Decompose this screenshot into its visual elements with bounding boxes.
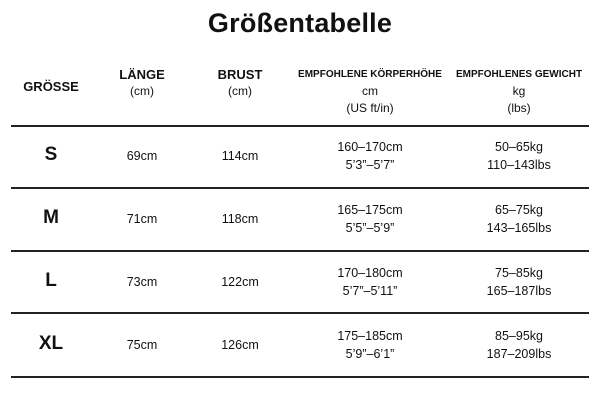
divider: [11, 376, 589, 378]
header-chest-unit: (cm): [228, 84, 252, 98]
weight-kg: 65–75kg: [495, 203, 543, 217]
weight-cell: [450, 327, 588, 363]
header-chest-label: BRUST: [217, 67, 263, 82]
header-size: [11, 78, 91, 95]
divider: [11, 312, 589, 314]
header-height-label: EMPFOHLENE KÖRPERHÖHE: [298, 69, 442, 80]
height-cell: [290, 264, 450, 300]
height-cm: 165–175cm: [337, 203, 403, 217]
height-ft: 5’3”–5’7”: [345, 158, 395, 172]
chest-cell: 114cm: [221, 149, 259, 163]
chest-cell: 122cm: [221, 275, 259, 289]
height-ft: 5’7”–5’11”: [342, 284, 398, 298]
size-label: L: [45, 270, 57, 291]
length-cell: 73cm: [126, 275, 158, 289]
height-ft: 5’5”–5’9”: [345, 221, 395, 235]
weight-kg: 50–65kg: [495, 140, 543, 154]
size-label: M: [43, 207, 59, 228]
divider: [11, 187, 589, 189]
weight-kg: 75–85kg: [495, 266, 543, 280]
header-height-unit2: (US ft/in): [346, 101, 394, 115]
weight-cell: [450, 138, 588, 174]
length-cell: 69cm: [126, 149, 158, 163]
size-label: XL: [38, 333, 64, 354]
weight-lbs: 165–187lbs: [486, 284, 552, 298]
header-weight: [450, 66, 588, 117]
header-weight-unit: kg: [512, 84, 526, 98]
height-cell: [290, 138, 450, 174]
height-cm: 160–170cm: [337, 140, 403, 154]
height-cm: 170–180cm: [337, 266, 403, 280]
length-cell: 75cm: [126, 338, 158, 352]
divider: [11, 250, 589, 252]
header-height: [290, 66, 450, 117]
weight-kg: 85–95kg: [495, 329, 543, 343]
header-length-label: LÄNGE: [119, 67, 165, 82]
header-length-unit: (cm): [130, 84, 154, 98]
header-length: [102, 66, 182, 100]
size-label: S: [44, 144, 58, 165]
height-cell: [290, 327, 450, 363]
weight-cell: [450, 201, 588, 237]
length-cell: 71cm: [126, 212, 158, 226]
weight-lbs: 110–143lbs: [487, 158, 551, 172]
divider: [11, 125, 589, 127]
chest-cell: 126cm: [221, 338, 259, 352]
weight-lbs: 143–165lbs: [486, 221, 552, 235]
weight-cell: [450, 264, 588, 300]
height-cm: 175–185cm: [337, 329, 403, 343]
header-weight-unit2: (lbs): [507, 101, 531, 115]
height-ft: 5’9”–6’1”: [345, 347, 395, 361]
chest-cell: 118cm: [221, 212, 259, 226]
page-title: Größentabelle: [207, 8, 393, 38]
header-height-unit: cm: [362, 84, 378, 98]
header-chest: [200, 66, 280, 100]
height-cell: [290, 201, 450, 237]
header-weight-label: EMPFOHLENES GEWICHT: [455, 69, 583, 80]
weight-lbs: 187–209lbs: [486, 347, 552, 361]
header-size-label: GRÖSSE: [23, 79, 79, 94]
